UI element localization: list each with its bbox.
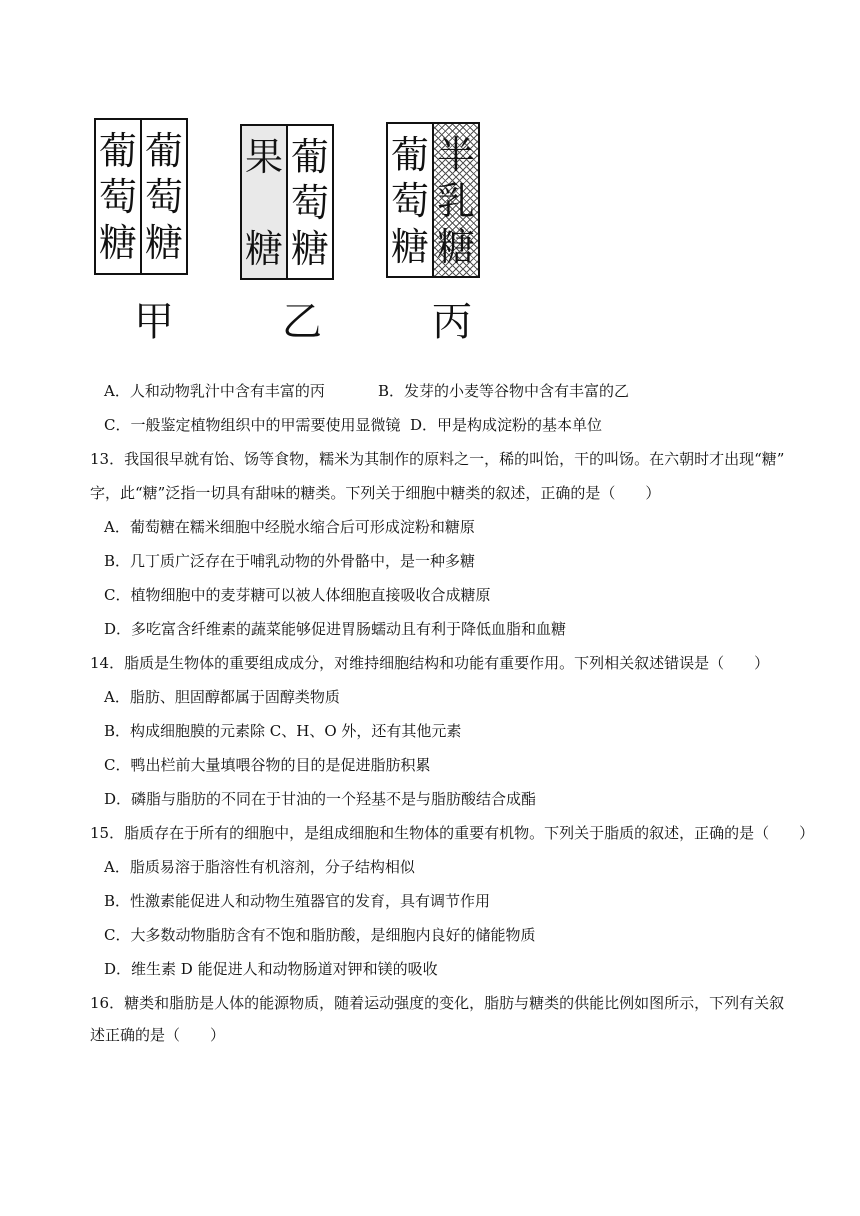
q12-option-b: B．发芽的小麦等谷物中含有丰富的乙 — [378, 382, 630, 400]
q14-option-b: B．构成细胞膜的元素除 C、H、O 外，还有其他元素 — [104, 722, 462, 740]
q12-option-a: A．人和动物乳汁中含有丰富的丙 — [104, 382, 325, 400]
q15-option-a: A．脂质易溶于脂溶性有机溶剂，分子结构相似 — [104, 858, 415, 876]
label-jia: 甲 — [134, 299, 174, 345]
q14-option-c: C．鸭出栏前大量填喂谷物的目的是促进脂肪积累 — [104, 756, 431, 774]
yi-fructose-box — [240, 124, 288, 280]
char: 萄 — [144, 175, 183, 219]
q13-stem-line1: 13．我国很早就有饴、饧等食物，糯米为其制作的原料之一，稀的叫饴，干的叫饧。在六朝时才出现“糖” — [90, 450, 785, 468]
char: 糖 — [290, 227, 329, 271]
char: 乳 — [436, 179, 475, 223]
q15-option-d: D．维生素 D 能促进人和动物肠道对钾和镁的吸收 — [104, 960, 438, 978]
char: 萄 — [98, 175, 137, 219]
char: 葡 — [390, 133, 429, 177]
yi-pair — [240, 124, 334, 284]
char: 葡 — [144, 129, 183, 173]
jia-pair — [94, 118, 188, 278]
char: 糖 — [244, 227, 283, 271]
char: 葡 — [290, 135, 329, 179]
q13-stem-line2: 字，此“糖”泛指一切具有甜味的糖类。下列关于细胞中糖类的叙述，正确的是（ ） — [90, 484, 661, 502]
q15-option-c: C．大多数动物脂肪含有不饱和脂肪酸，是细胞内良好的储能物质 — [104, 926, 536, 944]
bing-galactose-box — [432, 122, 480, 278]
char: 糖 — [436, 225, 475, 269]
yi-glucose-box — [286, 124, 334, 280]
q16-stem-line2: 述正确的是（ ） — [90, 1026, 226, 1044]
bing-glucose-box — [386, 122, 434, 278]
char: 半 — [436, 133, 475, 177]
jia-right-glucose-box — [140, 118, 188, 275]
label-bing: 丙 — [432, 299, 472, 345]
q14-stem: 14．脂质是生物体的重要组成成分，对维持细胞结构和功能有重要作用。下列相关叙述错误是（ ） — [90, 654, 770, 672]
q13-option-b: B．几丁质广泛存在于哺乳动物的外骨骼中，是一种多糖 — [104, 552, 476, 570]
char: 糖 — [390, 225, 429, 269]
q13-option-a: A．葡萄糖在糯米细胞中经脱水缩合后可形成淀粉和糖原 — [104, 518, 475, 536]
jia-left-glucose-box — [94, 118, 142, 275]
label-yi: 乙 — [282, 299, 322, 345]
q13-option-d: D．多吃富含纤维素的蔬菜能够促进胃肠蠕动且有利于降低血脂和血糖 — [104, 620, 567, 638]
char: 糖 — [144, 221, 183, 265]
q13-option-c: C．植物细胞中的麦芽糖可以被人体细胞直接吸收合成糖原 — [104, 586, 491, 604]
q16-stem-line1: 16．糖类和脂肪是人体的能源物质，随着运动强度的变化，脂肪与糖类的供能比例如图所示，下列有关叙 — [90, 994, 785, 1012]
char: 葡 — [98, 129, 137, 173]
char: 糖 — [98, 221, 137, 265]
q15-option-b: B．性激素能促进人和动物生殖器官的发育，具有调节作用 — [104, 892, 491, 910]
char: 果 — [244, 135, 283, 179]
char: 萄 — [390, 179, 429, 223]
q15-stem: 15．脂质存在于所有的细胞中，是组成细胞和生物体的重要有机物。下列关于脂质的叙述，正确的是（ ） — [90, 824, 815, 842]
sugar-diagram — [90, 118, 510, 358]
q14-option-a: A．脂肪、胆固醇都属于固醇类物质 — [104, 688, 340, 706]
q14-option-d: D．磷脂与脂肪的不同在于甘油的一个羟基不是与脂肪酸结合成酯 — [104, 790, 537, 808]
q12-option-d: D．甲是构成淀粉的基本单位 — [410, 416, 603, 434]
char: 萄 — [290, 181, 329, 225]
q12-option-c: C．一般鉴定植物组织中的甲需要使用显微镜 — [104, 416, 401, 434]
bing-pair — [386, 122, 480, 282]
